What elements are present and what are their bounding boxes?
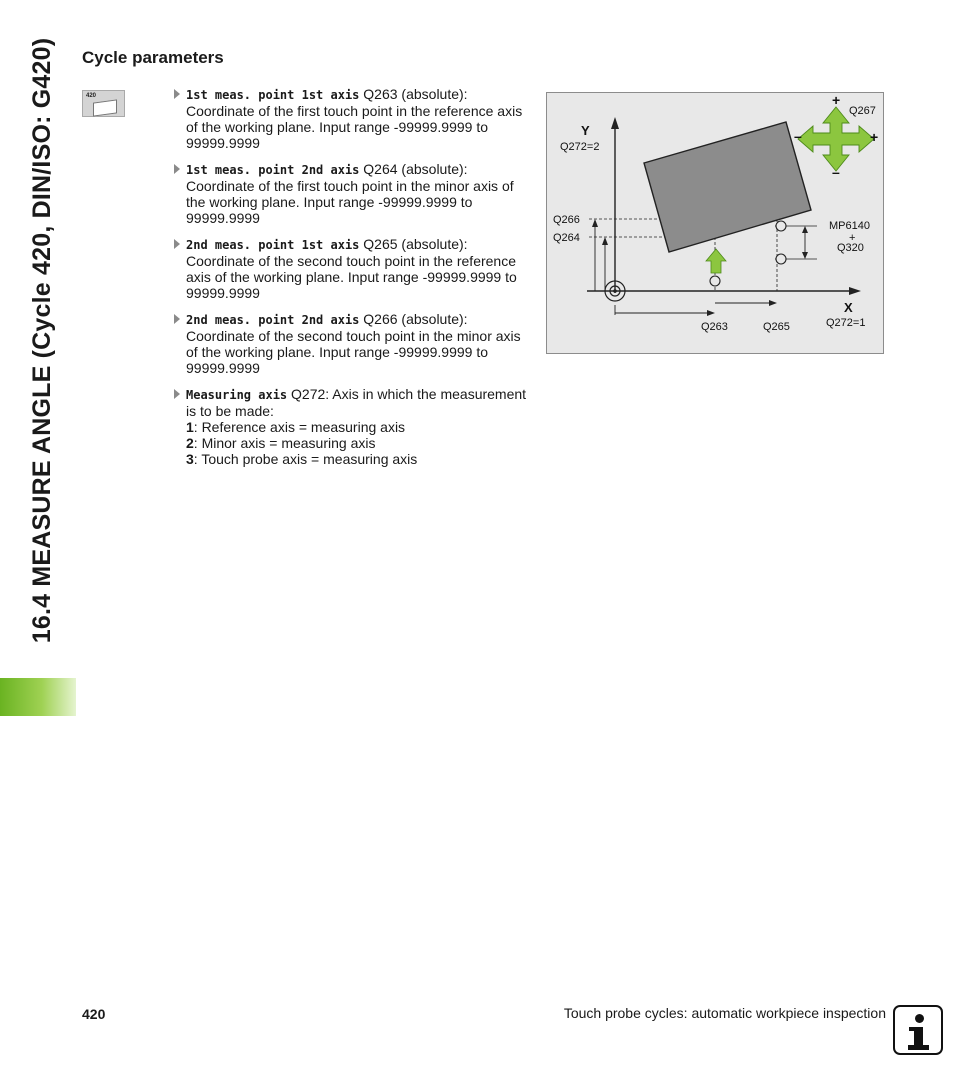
- datum-center-icon: [613, 289, 617, 293]
- option-text: : Reference axis = measuring axis: [193, 419, 406, 435]
- arrow-plus-right-label: +: [870, 129, 879, 145]
- q272-2-label: Q272=2: [560, 141, 600, 153]
- info-dot: [915, 1014, 924, 1023]
- param-description: Q264 (absolute): Coordinate of the first touch point in the minor axis of the working plane. Input range -99999.9999 to 99999.9999: [186, 161, 514, 226]
- parameter-list: [172, 86, 528, 477]
- touch-point-2-icon: [776, 221, 786, 231]
- section-title: Cycle parameters: [82, 48, 224, 67]
- info-stem: [914, 1027, 923, 1047]
- info-base: [908, 1045, 929, 1050]
- q263-label: Q263: [701, 321, 728, 333]
- dimension-arrow-icon: [592, 219, 598, 227]
- param-name: 2nd meas. point 2nd axis: [186, 313, 360, 327]
- param-q265: [172, 236, 528, 301]
- param-description: Q266 (absolute): Coordinate of the second touch point in the minor axis of the working plane. Input range -99999.9999 to 99999.9999: [186, 311, 521, 376]
- option-2: [186, 435, 528, 451]
- measure-angle-diagram: [546, 92, 884, 354]
- chapter-side-title: [26, 10, 60, 670]
- y-axis-label: Y: [581, 123, 590, 138]
- y-axis-arrow-icon: [611, 117, 619, 129]
- workpiece-shape: [644, 122, 811, 252]
- triangle-bullet-icon: [174, 389, 180, 399]
- option-number: 2: [186, 435, 194, 451]
- q266-label: Q266: [553, 214, 580, 226]
- plus-sign-label: +: [849, 232, 856, 244]
- triangle-bullet-icon: [174, 89, 180, 99]
- dimension-arrow-icon: [602, 237, 608, 245]
- x-axis-arrow-icon: [849, 287, 861, 295]
- probe-approach-arrow-icon: [706, 249, 726, 273]
- dimension-arrow-icon: [802, 252, 808, 259]
- arrow-minus-bottom-label: –: [832, 164, 840, 180]
- param-description: Q265 (absolute): Coordinate of the second touch point in the reference axis of the working plane. Input range -99999.9999 to 99999.9999: [186, 236, 517, 301]
- option-1: [186, 419, 528, 435]
- triangle-bullet-icon: [174, 239, 180, 249]
- q320-label: Q320: [837, 242, 864, 254]
- option-3: [186, 451, 528, 467]
- option-text: : Touch probe axis = measuring axis: [193, 451, 418, 467]
- mp6140-label: MP6140: [829, 220, 870, 232]
- triangle-bullet-icon: [174, 164, 180, 174]
- footer-chapter-text: Touch probe cycles: automatic workpiece inspection: [563, 1005, 886, 1021]
- cycle-icon-label: 420: [86, 93, 97, 99]
- param-q264: [172, 161, 528, 226]
- option-number: 3: [186, 451, 194, 467]
- param-name: 1st meas. point 2nd axis: [186, 163, 360, 177]
- touch-point-1-icon: [710, 276, 720, 286]
- param-q266: [172, 311, 528, 376]
- q272-1-label: Q272=1: [826, 317, 866, 329]
- arrow-plus-top-label: +: [832, 93, 841, 108]
- dimension-arrow-icon: [769, 300, 777, 306]
- cycle-420-icon: [82, 90, 125, 117]
- option-number: 1: [186, 419, 194, 435]
- param-name: 2nd meas. point 1st axis: [186, 238, 360, 252]
- info-icon: [893, 1005, 943, 1055]
- triangle-bullet-icon: [174, 314, 180, 324]
- arrow-minus-left-label: –: [794, 128, 802, 144]
- workpiece-icon: [93, 99, 117, 116]
- diagram-svg: [547, 93, 883, 353]
- option-text: : Minor axis = measuring axis: [193, 435, 376, 451]
- x-axis-label: X: [844, 300, 853, 315]
- touch-point-3-icon: [776, 254, 786, 264]
- dimension-arrow-icon: [802, 226, 808, 233]
- param-description: Q263 (absolute): Coordinate of the first touch point in the reference axis of the working plane. Input range -99999.9999 to 99999.9999: [186, 86, 523, 151]
- param-description: Q272: Axis in which the measurement is to be made:: [186, 386, 527, 419]
- param-q272: [172, 386, 528, 467]
- dimension-arrow-icon: [707, 310, 715, 316]
- q267-label: Q267: [849, 105, 876, 117]
- chapter-tab-marker: [0, 678, 76, 716]
- param-name: 1st meas. point 1st axis: [186, 88, 360, 102]
- param-name: Measuring axis: [186, 388, 288, 402]
- param-q263: [172, 86, 528, 151]
- chapter-title-text: 16.4 MEASURE ANGLE (Cycle 420, DIN/ISO: G420): [28, 37, 57, 643]
- page-number: 420: [82, 1006, 106, 1022]
- q265-label: Q265: [763, 321, 790, 333]
- q264-label: Q264: [553, 232, 580, 244]
